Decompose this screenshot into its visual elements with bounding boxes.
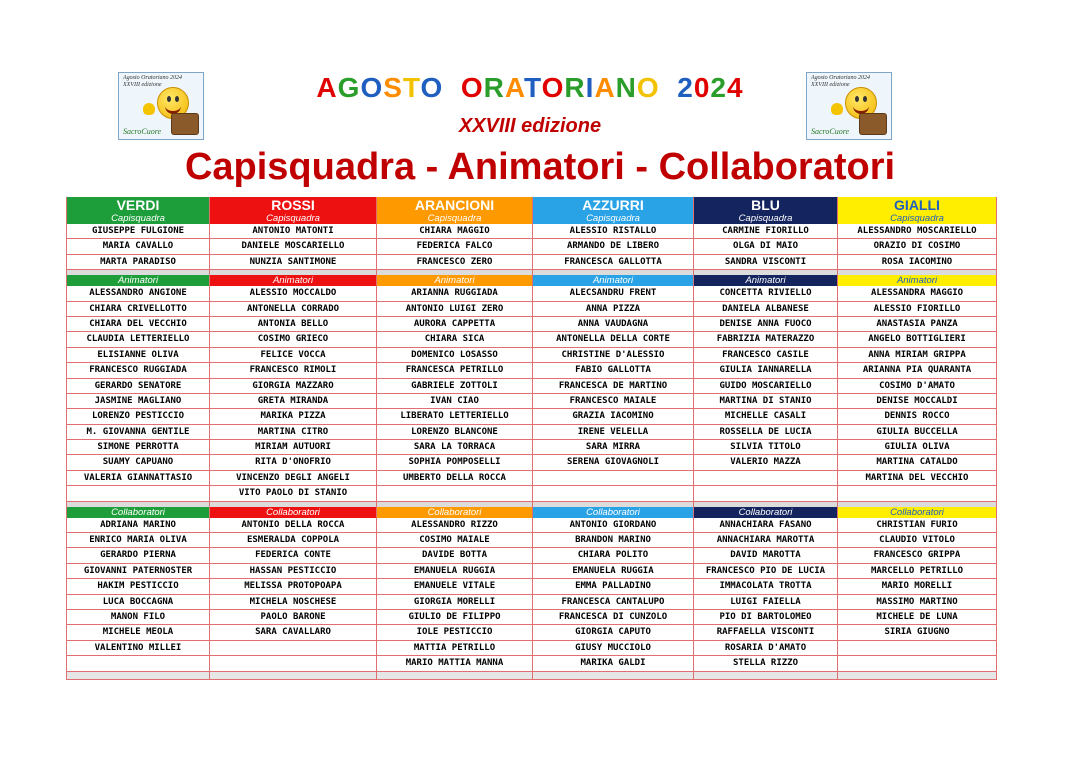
section-label-collaboratori: Collaboratori	[210, 507, 377, 518]
title-letter: A	[316, 72, 338, 103]
title-letter: O	[360, 72, 384, 103]
list-item: ANNACHIARA MAROTTA	[694, 533, 838, 548]
list-item: SUAMY CAPUANO	[67, 455, 210, 470]
list-item: ENRICO MARIA OLIVA	[67, 533, 210, 548]
section-label-capisquadra: Capisquadra	[67, 213, 210, 224]
list-item: ALESSIO RISTALLO	[533, 224, 694, 239]
list-item: MARTINA CITRO	[210, 425, 377, 440]
list-item: GERARDO SENATORE	[67, 379, 210, 394]
list-item: NUNZIA SANTIMONE	[210, 255, 377, 270]
list-item: FRANCESCO RIMOLI	[210, 363, 377, 378]
list-item: SIRIA GIUGNO	[838, 625, 997, 640]
list-item: CHRISTINE D'ALESSIO	[533, 348, 694, 363]
list-item: IVAN CIAO	[377, 394, 533, 409]
list-item: MATTIA PETRILLO	[377, 641, 533, 656]
list-item: FRANCESCO CASILE	[694, 348, 838, 363]
list-item: DENNIS ROCCO	[838, 409, 997, 424]
list-item	[210, 656, 377, 671]
list-item: GIORGIA MAZZARO	[210, 379, 377, 394]
title-letter: O	[460, 72, 484, 103]
list-item: EMANUELA RUGGIA	[377, 564, 533, 579]
list-item: ANTONIA BELLO	[210, 317, 377, 332]
list-item: FRANCESCO ZERO	[377, 255, 533, 270]
list-item	[210, 672, 377, 680]
list-item: ANASTASIA PANZA	[838, 317, 997, 332]
list-item: ANNACHIARA FASANO	[694, 518, 838, 533]
logo-text: Agosto Oratoriano 2024 XXVIII edizione	[123, 75, 183, 88]
title-letter: R	[564, 72, 586, 103]
suitcase-icon	[171, 113, 199, 135]
list-item: SILVIA TITOLO	[694, 440, 838, 455]
list-item: GIULIO DE FILIPPO	[377, 610, 533, 625]
list-item: HAKIM PESTICCIO	[67, 579, 210, 594]
list-item: ROSSELLA DE LUCIA	[694, 425, 838, 440]
list-item	[377, 486, 533, 501]
list-item: FRANCESCO GRIPPA	[838, 548, 997, 563]
list-item: ARMANDO DE LIBERO	[533, 239, 694, 254]
section-label-collaboratori: Collaboratori	[377, 507, 533, 518]
title-letter: A	[504, 72, 525, 103]
list-item: FABRIZIA MATERAZZO	[694, 332, 838, 347]
list-item: ANTONELLA CORRADO	[210, 302, 377, 317]
list-item: UMBERTO DELLA ROCCA	[377, 471, 533, 486]
list-item: ANNA MIRIAM GRIPPA	[838, 348, 997, 363]
list-item: SARA CAVALLARO	[210, 625, 377, 640]
list-item: GRAZIA IACOMINO	[533, 409, 694, 424]
list-item: FEDERICA CONTE	[210, 548, 377, 563]
list-item: ROSARIA D'AMATO	[694, 641, 838, 656]
hand-icon	[143, 103, 155, 115]
list-item: ELISIANNE OLIVA	[67, 348, 210, 363]
list-item: SANDRA VISCONTI	[694, 255, 838, 270]
list-item: FRANCESCO MAIALE	[533, 394, 694, 409]
list-item: LIBERATO LETTERIELLO	[377, 409, 533, 424]
list-item: FRANCESCA DE MARTINO	[533, 379, 694, 394]
list-item	[694, 486, 838, 501]
list-item: DENISE MOCCALDI	[838, 394, 997, 409]
title-letter: T	[402, 72, 421, 103]
list-item: VINCENZO DEGLI ANGELI	[210, 471, 377, 486]
list-item: CHIARA DEL VECCHIO	[67, 317, 210, 332]
list-item: JASMINE MAGLIANO	[67, 394, 210, 409]
title-letter: 0	[693, 72, 711, 103]
list-item	[838, 672, 997, 680]
section-label-capisquadra: Capisquadra	[377, 213, 533, 224]
list-item: GIULIA BUCCELLA	[838, 425, 997, 440]
list-item: STELLA RIZZO	[694, 656, 838, 671]
list-item: ALECSANDRU FRENT	[533, 286, 694, 301]
list-item	[533, 672, 694, 680]
list-item: IRENE VELELLA	[533, 425, 694, 440]
list-item: ADRIANA MARINO	[67, 518, 210, 533]
list-item: MARCELLO PETRILLO	[838, 564, 997, 579]
title-letter: O	[541, 72, 565, 103]
list-item: MASSIMO MARTINO	[838, 595, 997, 610]
list-item	[67, 486, 210, 501]
logo-brand: SacroCuore	[123, 127, 162, 136]
list-item: ROSA IACOMINO	[838, 255, 997, 270]
list-item: FELICE VOCCA	[210, 348, 377, 363]
list-item: FRANCESCA CANTALUPO	[533, 595, 694, 610]
list-item: COSIMO D'AMATO	[838, 379, 997, 394]
list-item: M. GIOVANNA GENTILE	[67, 425, 210, 440]
list-item: ANGELO BOTTIGLIERI	[838, 332, 997, 347]
list-item: ARIANNA RUGGIADA	[377, 286, 533, 301]
list-item: GIULIA IANNARELLA	[694, 363, 838, 378]
list-item: COSIMO GRIECO	[210, 332, 377, 347]
title-letter: O	[636, 72, 660, 103]
section-label-animatori: Animatori	[694, 275, 838, 286]
list-item: MARTINA DI STANIO	[694, 394, 838, 409]
section-label-collaboratori: Collaboratori	[694, 507, 838, 518]
subtitle: XXVIII edizione	[458, 115, 602, 137]
team-column-verdi	[67, 197, 210, 680]
list-item	[210, 641, 377, 656]
list-item: GIORGIA CAPUTO	[533, 625, 694, 640]
section-label-animatori: Animatori	[377, 275, 533, 286]
section-label-collaboratori: Collaboratori	[67, 507, 210, 518]
list-item: HASSAN PESTICCIO	[210, 564, 377, 579]
list-item: MARTINA CATALDO	[838, 455, 997, 470]
list-item: ALESSANDRO MOSCARIELLO	[838, 224, 997, 239]
list-item	[694, 471, 838, 486]
list-item: CHRISTIAN FURIO	[838, 518, 997, 533]
list-item: ANTONELLA DELLA CORTE	[533, 332, 694, 347]
list-item: ANTONIO DELLA ROCCA	[210, 518, 377, 533]
list-item: COSIMO MAIALE	[377, 533, 533, 548]
logo-left	[118, 72, 204, 140]
logo-brand: SacroCuore	[811, 127, 850, 136]
title-letter	[660, 72, 678, 103]
list-item: EMMA PALLADINO	[533, 579, 694, 594]
teams-table	[66, 197, 997, 680]
team-column-azzurri	[533, 197, 694, 680]
list-item: OLGA DI MAIO	[694, 239, 838, 254]
logo-text: Agosto Oratoriano 2024 XXVIII edizione	[811, 75, 871, 88]
list-item: ANNA VAUDAGNA	[533, 317, 694, 332]
list-item: IMMACOLATA TROTTA	[694, 579, 838, 594]
team-header: ROSSI	[210, 197, 377, 213]
list-item: AURORA CAPPETTA	[377, 317, 533, 332]
list-item: MICHELE DE LUNA	[838, 610, 997, 625]
list-item: DOMENICO LOSASSO	[377, 348, 533, 363]
title-letter: G	[337, 72, 361, 103]
team-header: BLU	[694, 197, 838, 213]
list-item: ALESSIO MOCCALDO	[210, 286, 377, 301]
list-item: ANTONIO LUIGI ZERO	[377, 302, 533, 317]
list-item: EMANUELE VITALE	[377, 579, 533, 594]
list-item: GIOVANNI PATERNOSTER	[67, 564, 210, 579]
list-item: ANTONIO MATONTI	[210, 224, 377, 239]
list-item	[67, 656, 210, 671]
list-item: GUIDO MOSCARIELLO	[694, 379, 838, 394]
list-item: MARIKA PIZZA	[210, 409, 377, 424]
title-letter: N	[615, 72, 637, 103]
team-header: VERDI	[67, 197, 210, 213]
list-item: SIMONE PERROTTA	[67, 440, 210, 455]
list-item: ARIANNA PIA QUARANTA	[838, 363, 997, 378]
section-label-capisquadra: Capisquadra	[533, 213, 694, 224]
list-item: EMANUELA RUGGIA	[533, 564, 694, 579]
title-letter	[443, 72, 461, 103]
list-item	[694, 672, 838, 680]
list-item: MARIKA GALDI	[533, 656, 694, 671]
list-item	[533, 471, 694, 486]
section-label-capisquadra: Capisquadra	[694, 213, 838, 224]
section-label-animatori: Animatori	[210, 275, 377, 286]
list-item	[838, 486, 997, 501]
section-label-capisquadra: Capisquadra	[838, 213, 997, 224]
list-item: LORENZO PESTICCIO	[67, 409, 210, 424]
list-item: PAOLO BARONE	[210, 610, 377, 625]
title-letter: I	[585, 72, 595, 103]
list-item: LUCA BOCCAGNA	[67, 595, 210, 610]
list-item: MANON FILO	[67, 610, 210, 625]
section-label-collaboratori: Collaboratori	[838, 507, 997, 518]
list-item: CLAUDIA LETTERIELLO	[67, 332, 210, 347]
team-header: ARANCIONI	[377, 197, 533, 213]
team-header: GIALLI	[838, 197, 997, 213]
list-item: SARA MIRRA	[533, 440, 694, 455]
list-item: LORENZO BLANCONE	[377, 425, 533, 440]
list-item: MIRIAM AUTUORI	[210, 440, 377, 455]
list-item: CHIARA MAGGIO	[377, 224, 533, 239]
team-column-rossi	[210, 197, 377, 680]
list-item: ORAZIO DI COSIMO	[838, 239, 997, 254]
title-letter: R	[483, 72, 505, 103]
hand-icon	[831, 103, 843, 115]
list-item: CLAUDIO VITOLO	[838, 533, 997, 548]
list-item: LUIGI FAIELLA	[694, 595, 838, 610]
list-item: ALESSANDRA MAGGIO	[838, 286, 997, 301]
list-item: DENISE ANNA FUOCO	[694, 317, 838, 332]
list-item: ANNA PIZZA	[533, 302, 694, 317]
list-item: DANIELE MOSCARIELLO	[210, 239, 377, 254]
team-column-gialli	[838, 197, 997, 680]
list-item: GIUSY MUCCIOLO	[533, 641, 694, 656]
list-item: CHIARA CRIVELLOTTO	[67, 302, 210, 317]
list-item: SARA LA TORRACA	[377, 440, 533, 455]
list-item: FRANCESCA DI CUNZOLO	[533, 610, 694, 625]
list-item: MARTINA DEL VECCHIO	[838, 471, 997, 486]
team-column-blu	[694, 197, 838, 680]
list-item: VALENTINO MILLEI	[67, 641, 210, 656]
list-item: ALESSANDRO ANGIONE	[67, 286, 210, 301]
list-item: MICHELLE CASALI	[694, 409, 838, 424]
title-letter: T	[524, 72, 542, 103]
list-item: FRANCESCO PIO DE LUCIA	[694, 564, 838, 579]
list-item: GRETA MIRANDA	[210, 394, 377, 409]
list-item: DAVID MAROTTA	[694, 548, 838, 563]
list-item	[533, 486, 694, 501]
list-item: FRANCESCA GALLOTTA	[533, 255, 694, 270]
title-letter: O	[420, 72, 444, 103]
list-item	[838, 641, 997, 656]
list-item: RITA D'ONOFRIO	[210, 455, 377, 470]
list-item: ESMERALDA COPPOLA	[210, 533, 377, 548]
list-item: SERENA GIOVAGNOLI	[533, 455, 694, 470]
title-letter: A	[594, 72, 616, 103]
list-item: FRANCESCA PETRILLO	[377, 363, 533, 378]
section-label-animatori: Animatori	[838, 275, 997, 286]
list-item: BRANDON MARINO	[533, 533, 694, 548]
list-item	[377, 672, 533, 680]
list-item: CHIARA POLITO	[533, 548, 694, 563]
title-letter: S	[383, 72, 403, 103]
section-label-collaboratori: Collaboratori	[533, 507, 694, 518]
list-item: GIUSEPPE FULGIONE	[67, 224, 210, 239]
list-item: MELISSA PROTOPOAPA	[210, 579, 377, 594]
list-item: FEDERICA FALCO	[377, 239, 533, 254]
list-item: VITO PAOLO DI STANIO	[210, 486, 377, 501]
list-item: MARIO MATTIA MANNA	[377, 656, 533, 671]
list-item: ALESSANDRO RIZZO	[377, 518, 533, 533]
title-letter: 2	[710, 72, 727, 103]
main-title	[230, 72, 830, 104]
title-letter: 4	[726, 72, 744, 103]
list-item: MARTA PARADISO	[67, 255, 210, 270]
list-item: CONCETTA RIVIELLO	[694, 286, 838, 301]
list-item: MARIA CAVALLO	[67, 239, 210, 254]
list-item: VALERIA GIANNATTASIO	[67, 471, 210, 486]
suitcase-icon	[859, 113, 887, 135]
list-item: GIORGIA MORELLI	[377, 595, 533, 610]
list-item: IOLE PESTICCIO	[377, 625, 533, 640]
list-item: PIO DI BARTOLOMEO	[694, 610, 838, 625]
list-item: GERARDO PIERNA	[67, 548, 210, 563]
list-item	[838, 656, 997, 671]
list-item: FABIO GALLOTTA	[533, 363, 694, 378]
list-item: MICHELA NOSCHESE	[210, 595, 377, 610]
list-item: MARIO MORELLI	[838, 579, 997, 594]
team-header: AZZURRI	[533, 197, 694, 213]
list-item: DAVIDE BOTTA	[377, 548, 533, 563]
list-item: SOPHIA POMPOSELLI	[377, 455, 533, 470]
list-item: CARMINE FIORILLO	[694, 224, 838, 239]
list-item	[67, 672, 210, 680]
section-label-animatori: Animatori	[533, 275, 694, 286]
list-item: VALERIO MAZZA	[694, 455, 838, 470]
list-item: RAFFAELLA VISCONTI	[694, 625, 838, 640]
team-column-arancioni	[377, 197, 533, 680]
section-label-animatori: Animatori	[67, 275, 210, 286]
list-item: FRANCESCO RUGGIADA	[67, 363, 210, 378]
page-title: Capisquadra - Animatori - Collaboratori	[184, 146, 896, 188]
list-item: ALESSIO FIORILLO	[838, 302, 997, 317]
list-item: GABRIELE ZOTTOLI	[377, 379, 533, 394]
title-letter: 2	[677, 72, 694, 103]
section-label-capisquadra: Capisquadra	[210, 213, 377, 224]
list-item: GIULIA OLIVA	[838, 440, 997, 455]
list-item: ANTONIO GIORDANO	[533, 518, 694, 533]
list-item: MICHELE MEOLA	[67, 625, 210, 640]
list-item: DANIELA ALBANESE	[694, 302, 838, 317]
list-item: CHIARA SICA	[377, 332, 533, 347]
